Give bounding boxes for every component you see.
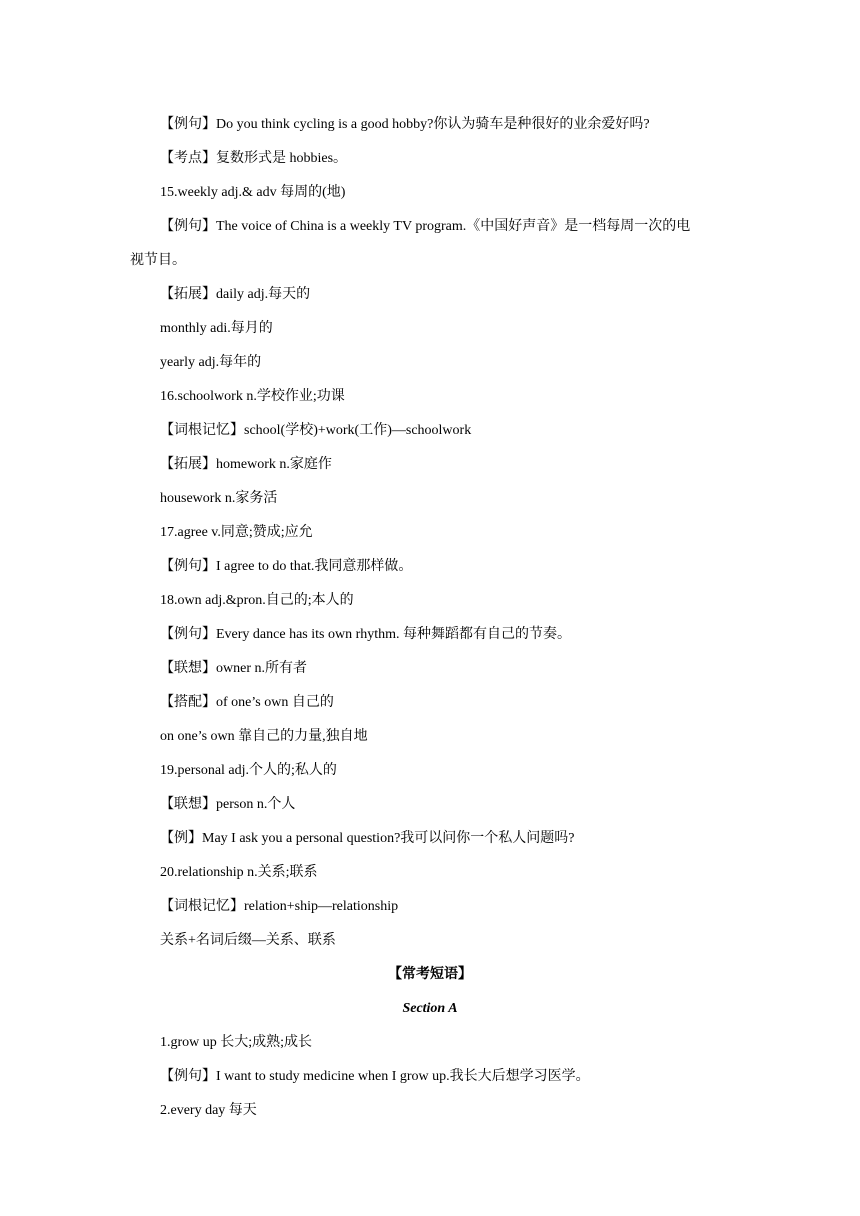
vocab-entry: 18.own adj.&pron.自己的;本人的 bbox=[160, 593, 354, 608]
root-memory-note: 【词根记忆】school(学校)+work(工作)—schoolwork bbox=[160, 423, 472, 438]
phrase-entry: 2.every day 每天 bbox=[160, 1103, 257, 1118]
example-sentence-continuation: 视节目。 bbox=[130, 253, 186, 268]
vocab-entry: 17.agree v.同意;赞成;应允 bbox=[160, 525, 313, 540]
document-body bbox=[0, 108, 860, 1128]
section-heading: 【常考短语】 bbox=[388, 967, 472, 982]
association-note: 【联想】person n.个人 bbox=[160, 797, 296, 812]
extension-note: monthly adi.每月的 bbox=[160, 321, 273, 336]
root-memory-note: 关系+名词后缀—关系、联系 bbox=[160, 933, 336, 948]
example-sentence: 【例句】Do you think cycling is a good hobby?你认为骑车是种很好的业余爱好吗? bbox=[160, 117, 650, 132]
example-sentence: 【例句】I want to study medicine when I grow up.我长大后想学习医学。 bbox=[160, 1069, 590, 1084]
collocation-note: 【搭配】of one’s own 自己的 bbox=[160, 695, 334, 710]
root-memory-note: 【词根记忆】relation+ship—relationship bbox=[160, 899, 399, 914]
extension-note: yearly adj.每年的 bbox=[160, 355, 262, 370]
example-sentence: 【例句】The voice of China is a weekly TV program.《中国好声音》是一档每周一次的电 bbox=[160, 219, 691, 234]
extension-note: 【拓展】homework n.家庭作 bbox=[160, 457, 332, 472]
example-sentence: 【例句】I agree to do that.我同意那样做。 bbox=[160, 559, 413, 574]
association-note: 【联想】owner n.所有者 bbox=[160, 661, 307, 676]
collocation-note: on one’s own 靠自己的力量,独自地 bbox=[160, 729, 368, 744]
extension-note: 【拓展】daily adj.每天的 bbox=[160, 287, 311, 302]
exam-point: 【考点】复数形式是 hobbies。 bbox=[160, 151, 348, 166]
vocab-entry: 15.weekly adj.& adv 每周的(地) bbox=[160, 185, 346, 200]
example-sentence: 【例句】Every dance has its own rhythm. 每种舞蹈都有自己的节奏。 bbox=[160, 627, 572, 642]
vocab-entry: 19.personal adj.个人的;私人的 bbox=[160, 763, 337, 778]
extension-note: housework n.家务活 bbox=[160, 491, 278, 506]
section-subheading: Section A bbox=[402, 1001, 458, 1016]
vocab-entry: 16.schoolwork n.学校作业;功课 bbox=[160, 389, 345, 404]
phrase-entry: 1.grow up 长大;成熟;成长 bbox=[160, 1035, 313, 1050]
example-sentence: 【例】May I ask you a personal question?我可以问你一个私人问题吗? bbox=[160, 831, 575, 846]
vocab-entry: 20.relationship n.关系;联系 bbox=[160, 865, 318, 880]
